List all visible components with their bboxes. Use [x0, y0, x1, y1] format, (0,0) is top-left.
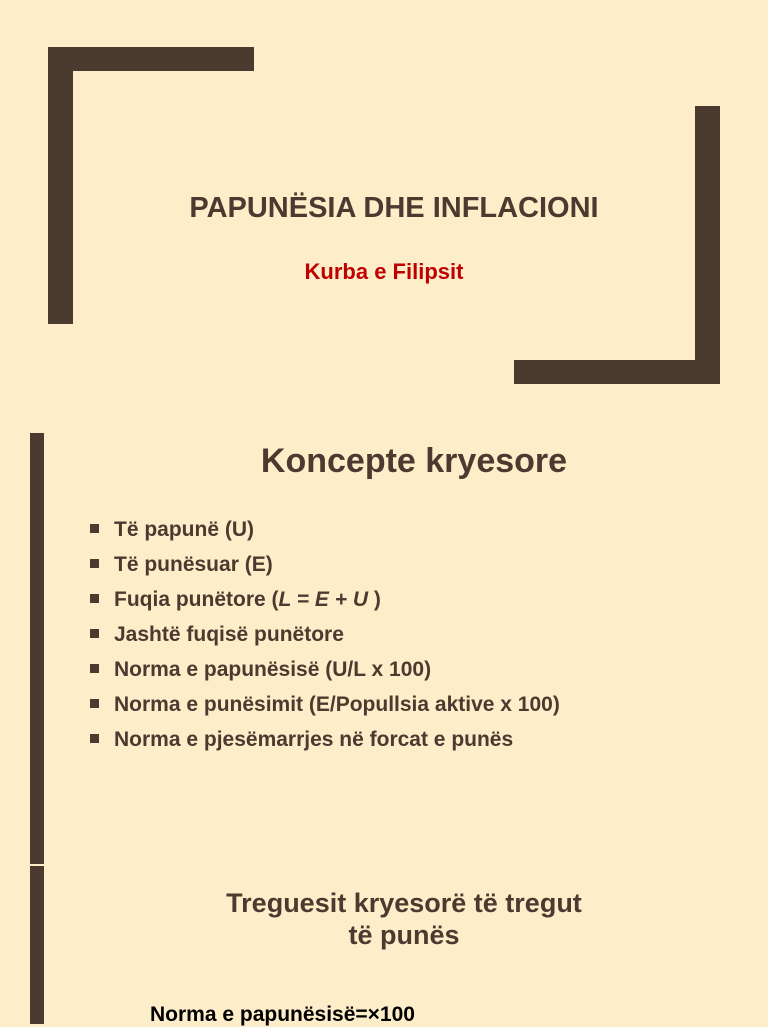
- square-bullet-icon: [90, 594, 99, 603]
- slide3-heading: [60, 887, 748, 951]
- labor-force-formula: L = E + U: [278, 588, 368, 611]
- frame-bottom-right-vertical: [695, 106, 720, 384]
- slide2-left-accent-bar: [30, 433, 44, 864]
- slide3-heading-line1: Treguesit kryesorë të tregut: [226, 888, 582, 918]
- page-subtitle: Kurba e Filipsit: [304, 259, 464, 284]
- list-item: Norma e pjesëmarrjes në forcat e punës: [90, 722, 560, 757]
- square-bullet-icon: [90, 734, 99, 743]
- square-bullet-icon: [90, 664, 99, 673]
- square-bullet-icon: [90, 524, 99, 533]
- section-heading: Koncepte kryesore: [260, 442, 568, 480]
- slide3-heading-line2: të punës: [348, 920, 460, 950]
- frame-top-left-horizontal: [48, 47, 254, 71]
- page-title: PAPUNËSIA DHE INFLACIONI: [189, 192, 599, 224]
- slide3-left-accent-bar: [30, 866, 44, 1024]
- list-item: Të papunë (U): [90, 512, 560, 547]
- unemployment-rate-formula: Norma e papunësisë=×100: [150, 1003, 415, 1026]
- square-bullet-icon: [90, 629, 99, 638]
- list-item: Jashtë fuqisë punëtore: [90, 617, 560, 652]
- square-bullet-icon: [90, 699, 99, 708]
- list-item: Fuqia punëtore (L = E + U ): [90, 582, 560, 617]
- frame-bottom-right-horizontal: [514, 360, 720, 384]
- square-bullet-icon: [90, 559, 99, 568]
- list-item: Norma e papunësisë (U/L x 100): [90, 652, 560, 687]
- concepts-list: [90, 512, 560, 757]
- list-item: Të punësuar (E): [90, 547, 560, 582]
- list-item: Norma e punësimit (E/Popullsia aktive x 100): [90, 687, 560, 722]
